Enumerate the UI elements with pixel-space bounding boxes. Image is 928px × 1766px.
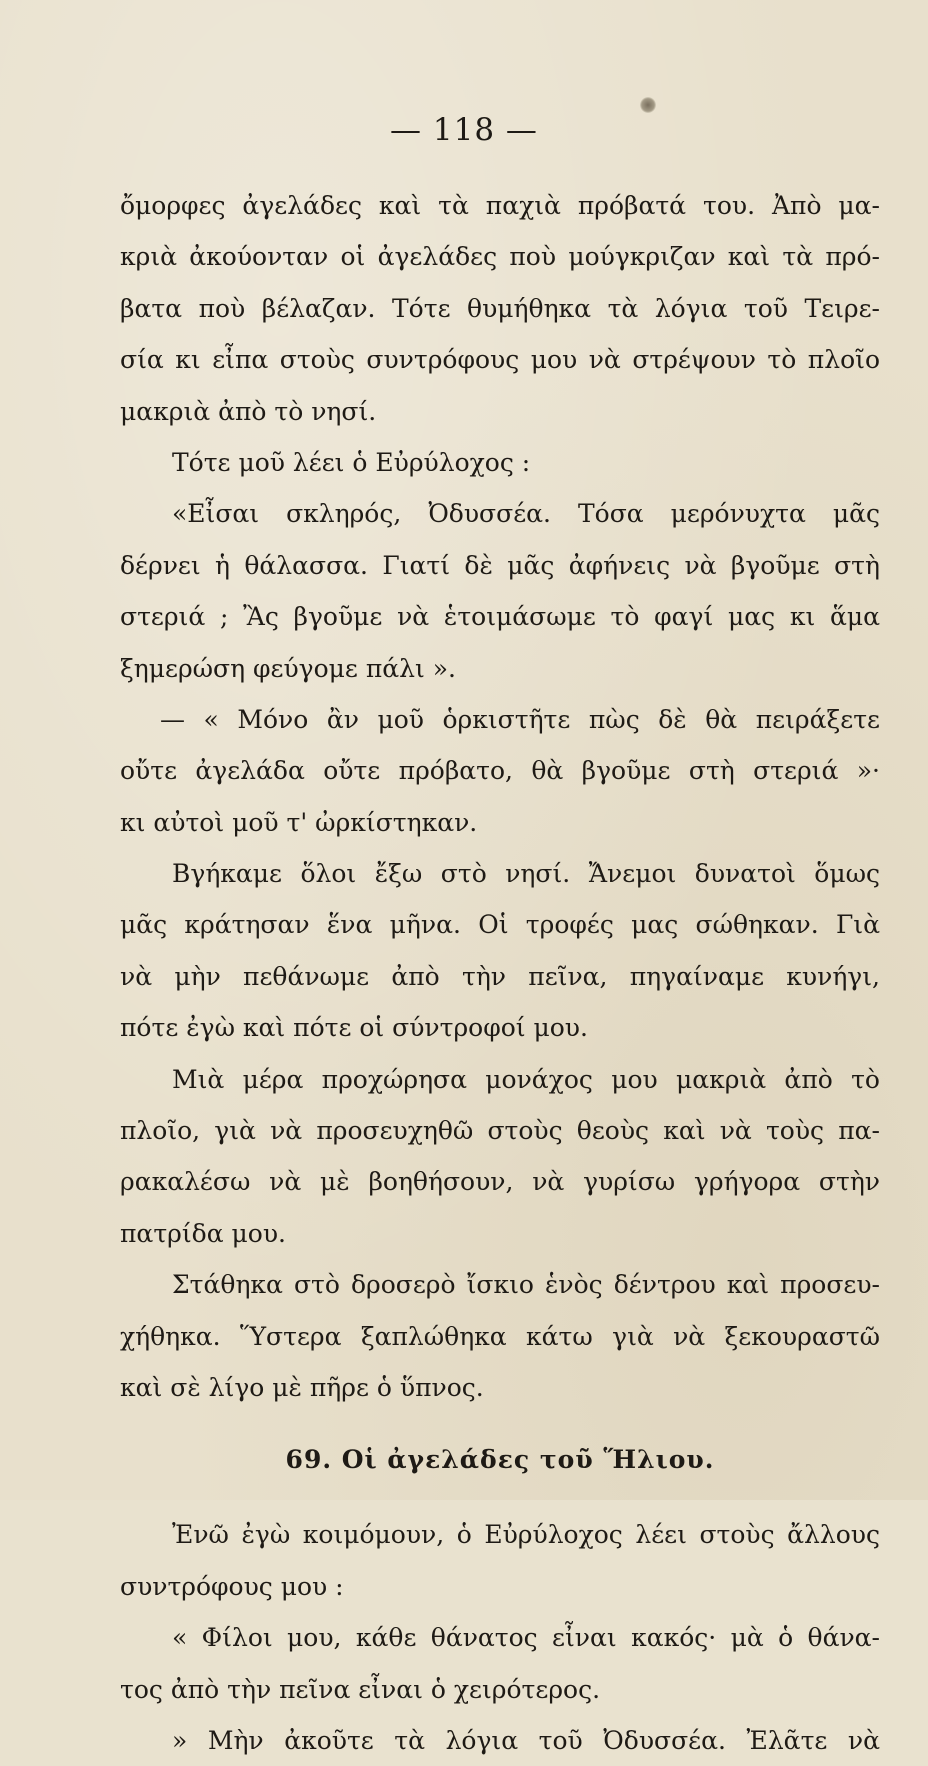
text-line: « Φίλοι μου, κάθε θάνατος εἶναι κακός· μὰ ὁ θάνα-: [172, 1623, 880, 1653]
text-line: δέρνει ἡ θάλασσα. Γιατί δὲ μᾶς ἀφήνεις νὰ βγοῦμε στὴ: [120, 550, 880, 580]
paragraph: [120, 437, 880, 488]
text-line: Μιὰ μέρα προχώρησα μονάχος μου μακριὰ ἀπὸ τὸ: [172, 1064, 880, 1094]
text-line: τος ἀπὸ τὴν πεῖνα εἶναι ὁ χειρότερος.: [120, 1674, 601, 1704]
text-line: πλοῖο, γιὰ νὰ προσευχηθῶ στοὺς θεοὺς καὶ νὰ τοὺς πα-: [120, 1116, 880, 1146]
text-line: μᾶς κράτησαν ἕνα μῆνα. Οἱ τροφές μας σώθηκαν. Γιὰ: [120, 910, 880, 940]
text-line: Ἐνῶ ἐγὼ κοιμόμουν, ὁ Εὐρύλοχος λέει στοὺς ἄλλους: [172, 1520, 880, 1550]
text-line: μακριὰ ἀπὸ τὸ νησί.: [120, 396, 377, 426]
text-line: ξημερώση φεύγομε πάλι ».: [120, 653, 456, 683]
text-line: Στάθηκα στὸ δροσερὸ ἴσκιο ἑνὸς δέντρου καὶ προσευ-: [172, 1270, 880, 1300]
text-line: » Μὴν ἀκοῦτε τὰ λόγια τοῦ Ὀδυσσέα. Ἐλᾶτε νὰ: [172, 1725, 880, 1755]
paragraph: [120, 1715, 880, 1766]
paragraph: [120, 1054, 880, 1260]
text-line: κριὰ ἀκούονταν οἱ ἀγελάδες ποὺ μούγκριζαν καὶ τὰ πρό-: [120, 242, 880, 272]
text-line: «Εἶσαι σκληρός, Ὀδυσσέα. Τόσα μερόνυχτα μᾶς: [172, 499, 880, 529]
text-line: βατα ποὺ βέλαζαν. Τότε θυμήθηκα τὰ λόγια τοῦ Τειρε-: [120, 293, 880, 323]
paragraph: [120, 848, 880, 1054]
text-line: πότε ἐγὼ καὶ πότε οἱ σύντροφοί μου.: [120, 1013, 588, 1043]
text-line: πατρίδα μου.: [120, 1218, 286, 1248]
paragraph: [120, 180, 880, 437]
paragraph: [120, 1509, 880, 1612]
section-heading: 69. Οἱ ἀγελάδες τοῦ Ἥλιου.: [285, 1445, 715, 1475]
text-line: Βγήκαμε ὅλοι ἔξω στὸ νησί. Ἄνεμοι δυνατοὶ ὅμως: [172, 859, 880, 889]
text-line: Τότε μοῦ λέει ὁ Εὐρύλοχος :: [172, 447, 531, 477]
page-body: [120, 180, 880, 1766]
ink-spot: [640, 97, 656, 113]
text-line: συντρόφους μου :: [120, 1571, 344, 1601]
text-line: σία κι εἶπα στοὺς συντρόφους μου νὰ στρέψουν τὸ πλοῖο: [120, 345, 880, 375]
text-line: χήθηκα. Ὕστερα ξαπλώθηκα κάτω γιὰ νὰ ξεκουραστῶ: [120, 1321, 880, 1351]
paragraph: [120, 694, 880, 848]
paragraph: [120, 488, 880, 694]
paragraph: [120, 1612, 880, 1715]
text-line: ρακαλέσω νὰ μὲ βοηθήσουν, νὰ γυρίσω γρήγορα στὴν: [120, 1167, 880, 1197]
text-line: κι αὐτοὶ μοῦ τ' ὠρκίστηκαν.: [120, 807, 478, 837]
text-line: νὰ μὴν πεθάνωμε ἀπὸ τὴν πεῖνα, πηγαίναμε κυνήγι,: [120, 961, 880, 991]
text-line: καὶ σὲ λίγο μὲ πῆρε ὁ ὕπνος.: [120, 1372, 484, 1402]
text-line: στεριά ; Ἂς βγοῦμε νὰ ἑτοιμάσωμε τὸ φαγί μας κι ἅμα: [120, 602, 880, 632]
text-line: οὔτε ἀγελάδα οὔτε πρόβατο, θὰ βγοῦμε στὴ στεριά »·: [120, 756, 880, 786]
page-number: — 118 —: [390, 112, 538, 148]
text-line: — « Μόνο ἂν μοῦ ὁρκιστῆτε πὼς δὲ θὰ πειράξετε: [160, 704, 880, 734]
paragraph: [120, 1259, 880, 1413]
text-line: ὄμορφες ἀγελάδες καὶ τὰ παχιὰ πρόβατά του. Ἀπὸ μα-: [120, 191, 880, 220]
